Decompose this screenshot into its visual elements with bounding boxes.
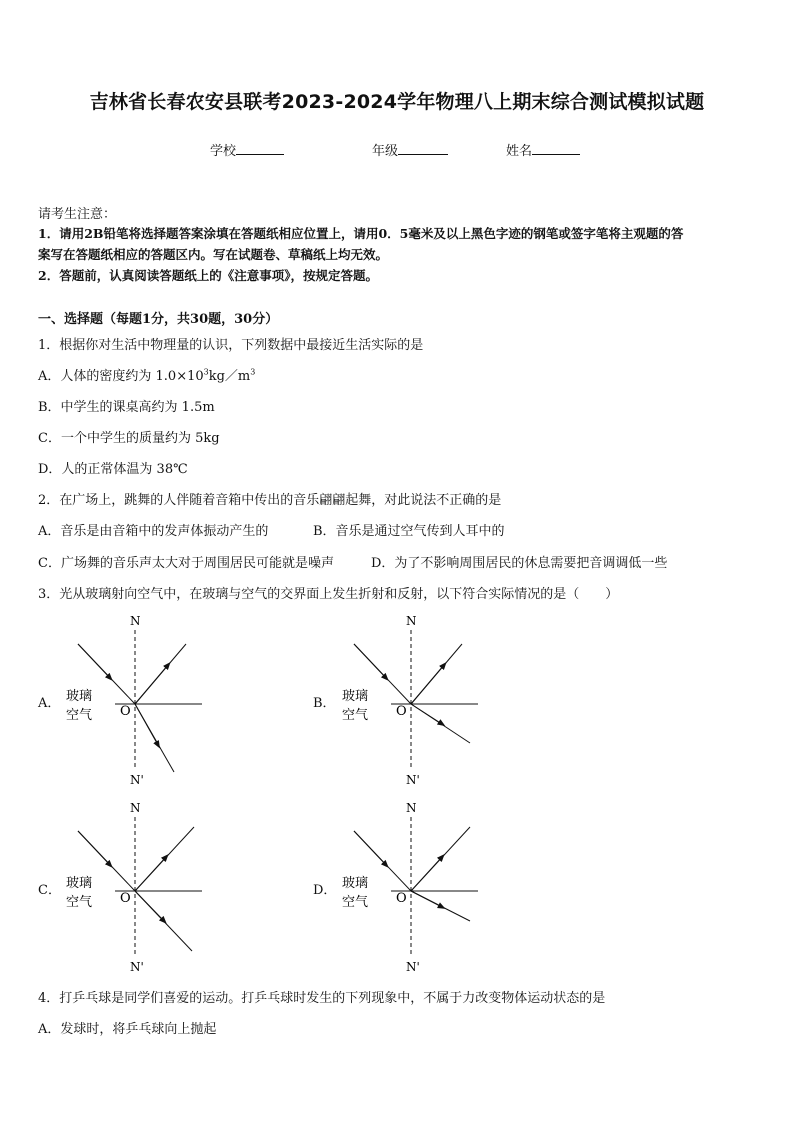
q4-option-a: A．发球时，将乒乓球向上抛起 [38,1022,217,1037]
incident-arrow [78,831,110,865]
q3-figure-b-svg [336,612,486,792]
q1-a-pre: A．人体的密度约为 1.0×10 [38,369,204,384]
q3-option-b-letter: B． [313,696,336,711]
q3-figure-b [336,612,486,796]
air-label: 空气 [342,708,369,723]
q1-option-b: B．中学生的课桌高约为 1.5m [38,400,215,415]
normal-bottom-label: N' [406,960,420,974]
q1-option-d: D．人的正常体温为 38℃ [38,462,188,477]
glass-label: 玻璃 [342,876,369,891]
notice-heading: 请考生注意： [38,207,117,222]
incident-arrow [354,644,386,678]
grade-label: 年级 [372,144,399,159]
q1-a-sup2: 3 [250,367,256,377]
q1-a-sup: 3 [203,367,209,377]
school-field [210,140,284,159]
grade-field [372,140,448,159]
school-blank [236,140,284,155]
q3-figure-a-svg [60,612,210,792]
q2-option-d: D．为了不影响周围居民的休息需要把音调调低一些 [371,556,668,571]
normal-bottom-label: N' [130,773,144,787]
q1-stem: 1．根据你对生活中物理量的认识，下列数据中最接近生活实际的是 [38,338,424,353]
q3-figure-d [336,799,486,983]
reflected-arrow [411,665,444,704]
reflected-arrow [135,857,166,891]
glass-label: 玻璃 [66,689,93,704]
reflected-arrow [411,857,442,891]
q3-figure-c-svg [60,799,210,979]
reflected-arrow [135,665,168,704]
name-label: 姓名 [506,144,533,159]
grade-blank [398,140,448,155]
q3-stem: 3．光从玻璃射向空气中，在玻璃与空气的交界面上发生折射和反射，以下符合实际情况的是（ ） [38,587,619,602]
air-label: 空气 [66,895,93,910]
glass-label: 玻璃 [342,689,369,704]
q1-a-post: kg／m [208,369,251,384]
normal-top-label: N [130,801,141,815]
normal-top-label: N [406,614,417,628]
incident-arrow [78,644,110,678]
normal-bottom-label: N' [406,773,420,787]
q4-stem: 4．打乒乓球是同学们喜爱的运动。打乒乓球时发生的下列现象中，不属于力改变物体运动状态的是 [38,991,606,1006]
q3-option-c-letter: C． [38,883,61,898]
origin-label: O [120,704,131,719]
q3-option-d-letter: D． [313,883,337,898]
origin-label: O [396,891,407,906]
origin-label: O [120,891,131,906]
origin-label: O [396,704,407,719]
q2-option-c: C．广场舞的音乐声太大对于周围居民可能就是噪声 [38,556,334,571]
school-label: 学校 [210,144,237,159]
refracted-arrow [411,704,442,724]
q2-option-a: A．音乐是由音箱中的发声体振动产生的 [38,524,269,539]
q1-option-a [38,365,255,384]
name-field [506,140,580,159]
air-label: 空气 [66,708,93,723]
glass-label: 玻璃 [66,876,93,891]
notice-item-2: 2．答题前，认真阅读答题纸上的《注意事项》，按规定答题。 [38,268,378,283]
q1-option-c: C．一个中学生的质量约为 5kg [38,431,220,446]
q3-figure-a [60,612,210,796]
page-title: 吉林省长春农安县联考2023-2024学年物理八上期末综合测试模拟试题 [89,91,705,113]
normal-top-label: N [130,614,141,628]
refracted-arrow [135,704,158,745]
notice-item-1b: 案写在答题纸相应的答题区内。写在试题卷、草稿纸上均无效。 [38,247,389,262]
q3-option-a-letter: A． [38,696,61,711]
normal-top-label: N [406,801,417,815]
q3-figure-d-svg [336,799,486,979]
name-blank [532,140,580,155]
air-label: 空气 [342,895,369,910]
section-heading: 一、选择题（每题1分，共30题，30分） [38,312,279,327]
q2-option-b: B．音乐是通过空气传到人耳中的 [313,524,505,539]
normal-bottom-label: N' [130,960,144,974]
q3-figure-c [60,799,210,983]
notice-item-1a: 1．请用2B铅笔将选择题答案涂填在答题纸相应位置上，请用0．5毫米及以上黑色字迹的钢笔或签字笔将主观题的答 [38,226,684,241]
incident-arrow [354,831,386,865]
refracted-arrow [135,891,164,921]
refracted-arrow [411,891,442,907]
q2-stem: 2．在广场上，跳舞的人伴随着音箱中传出的音乐翩翩起舞，对此说法不正确的是 [38,493,502,508]
